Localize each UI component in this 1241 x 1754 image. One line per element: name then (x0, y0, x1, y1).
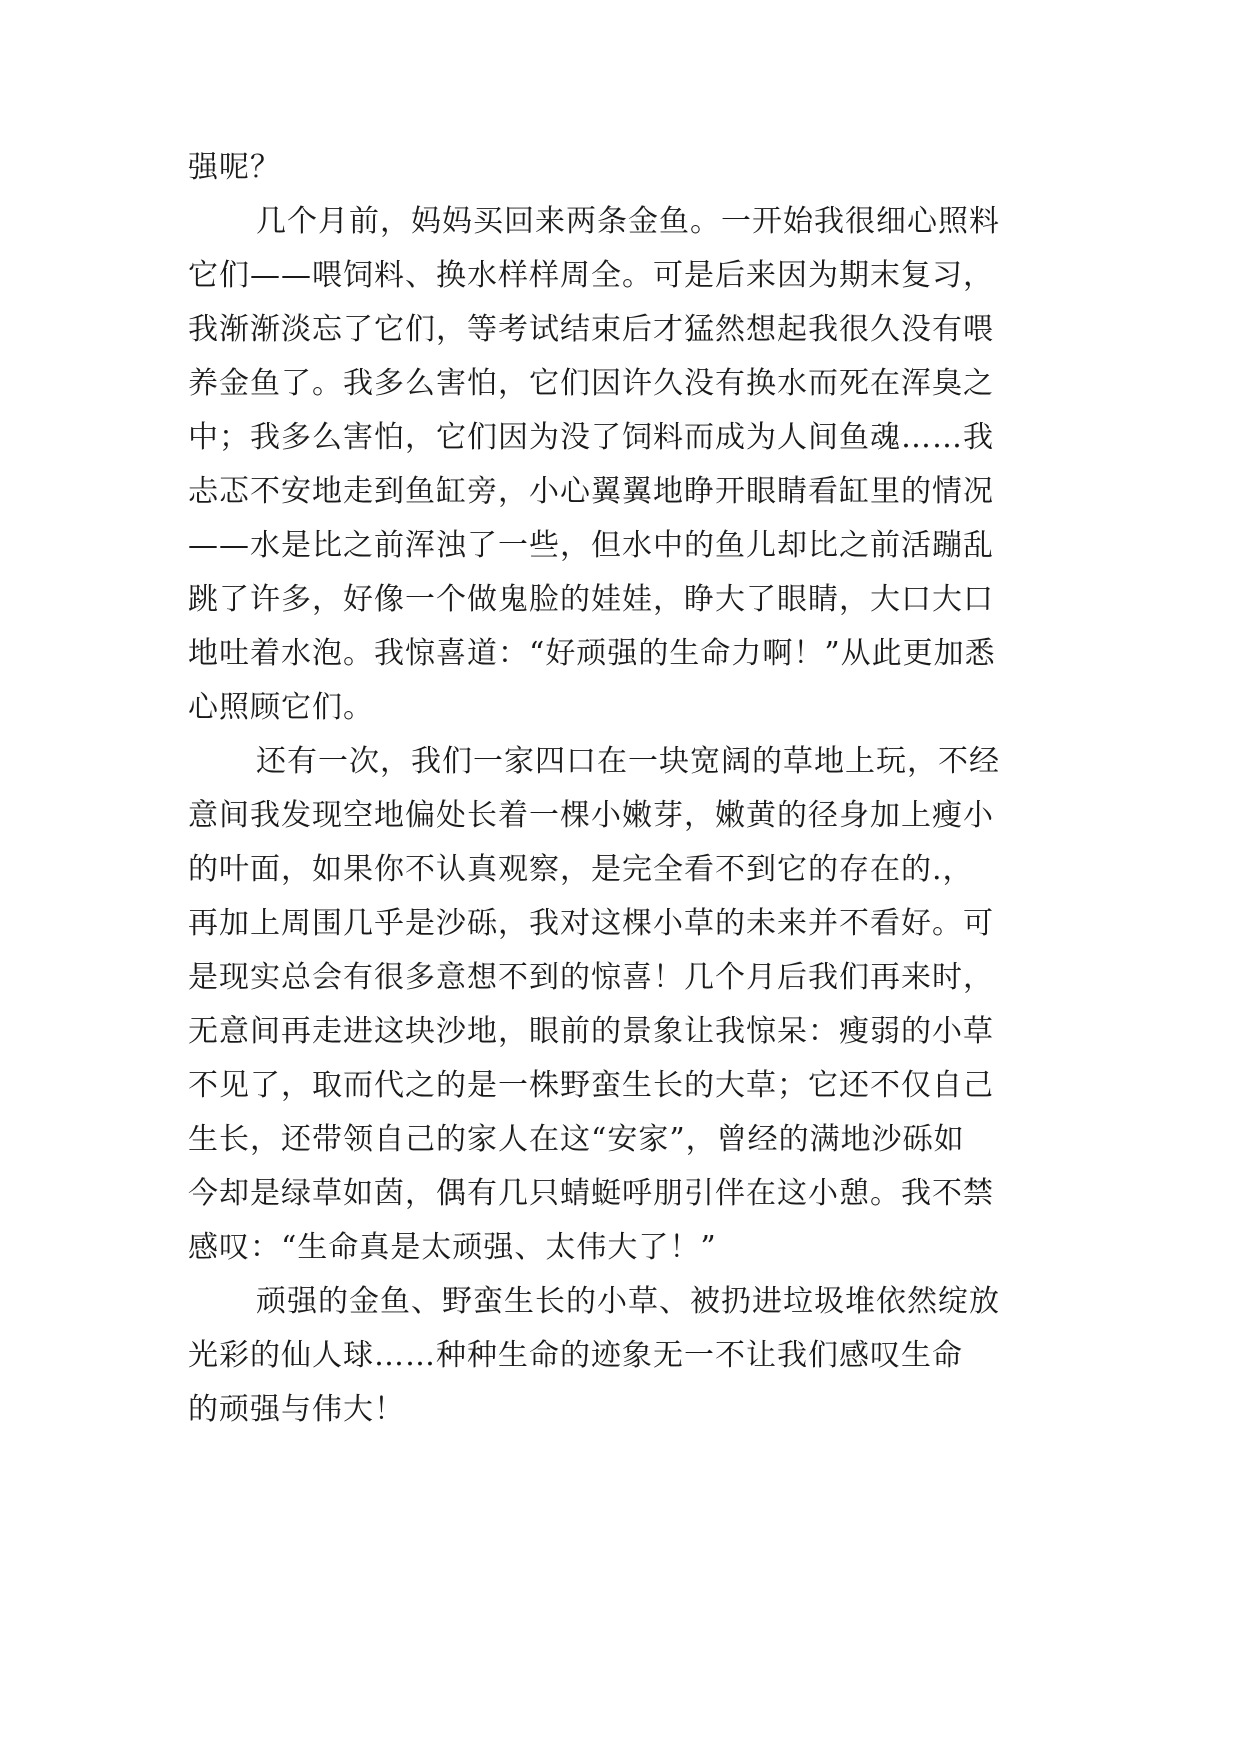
text-line: 再加上周围几乎是沙砾，我对这棵小草的未来并不看好。可 (188, 906, 994, 941)
text-line: 感叹：“生命真是太顽强、太伟大了！” (188, 1230, 717, 1265)
text-line: 我渐渐淡忘了它们，等考试结束后才猛然想起我很久没有喂 (188, 312, 994, 347)
text-line: 今却是绿草如茵，偶有几只蜻蜓呼朋引伴在这小憩。我不禁 (188, 1176, 994, 1211)
paragraph-start-line: 几个月前，妈妈买回来两条金鱼。一开始我很细心照料 (256, 204, 1000, 239)
text-line: 忐忑不安地走到鱼缸旁，小心翼翼地睁开眼睛看缸里的情况 (188, 474, 994, 509)
text-line: 是现实总会有很多意想不到的惊喜！几个月后我们再来时， (188, 960, 994, 995)
text-line: 它们——喂饲料、换水样样周全。可是后来因为期末复习， (188, 258, 994, 293)
text-line: 强呢？ (188, 150, 281, 185)
text-line: 无意间再走进这块沙地，眼前的景象让我惊呆：瘦弱的小草 (188, 1014, 994, 1049)
text-line: 跳了许多，好像一个做鬼脸的娃娃，睁大了眼睛，大口大口 (188, 582, 994, 617)
text-line: 中；我多么害怕，它们因为没了饲料而成为人间鱼魂……我 (188, 420, 994, 455)
text-line: 意间我发现空地偏处长着一棵小嫩芽，嫩黄的径身加上瘦小 (188, 798, 994, 833)
paragraph-start-line: 顽强的金鱼、野蛮生长的小草、被扔进垃圾堆依然绽放 (256, 1284, 1000, 1319)
text-line: 的顽强与伟大！ (188, 1392, 405, 1427)
text-line: 生长，还带领自己的家人在这“安家”，曾经的满地沙砾如 (188, 1122, 965, 1157)
text-line: 不见了，取而代之的是一株野蛮生长的大草；它还不仅自己 (188, 1068, 994, 1103)
text-line: 地吐着水泡。我惊喜道：“好顽强的生命力啊！”从此更加悉 (188, 636, 996, 671)
text-line: 的叶面，如果你不认真观察，是完全看不到它的存在的.， (188, 852, 974, 887)
paragraph-start-line: 还有一次，我们一家四口在一块宽阔的草地上玩，不经 (256, 744, 1000, 779)
text-line: 心照顾它们。 (188, 690, 374, 725)
text-line: ——水是比之前浑浊了一些，但水中的鱼儿却比之前活蹦乱 (188, 528, 994, 563)
text-line: 光彩的仙人球……种种生命的迹象无一不让我们感叹生命 (188, 1338, 963, 1373)
text-line: 养金鱼了。我多么害怕，它们因许久没有换水而死在浑臭之 (188, 366, 994, 401)
